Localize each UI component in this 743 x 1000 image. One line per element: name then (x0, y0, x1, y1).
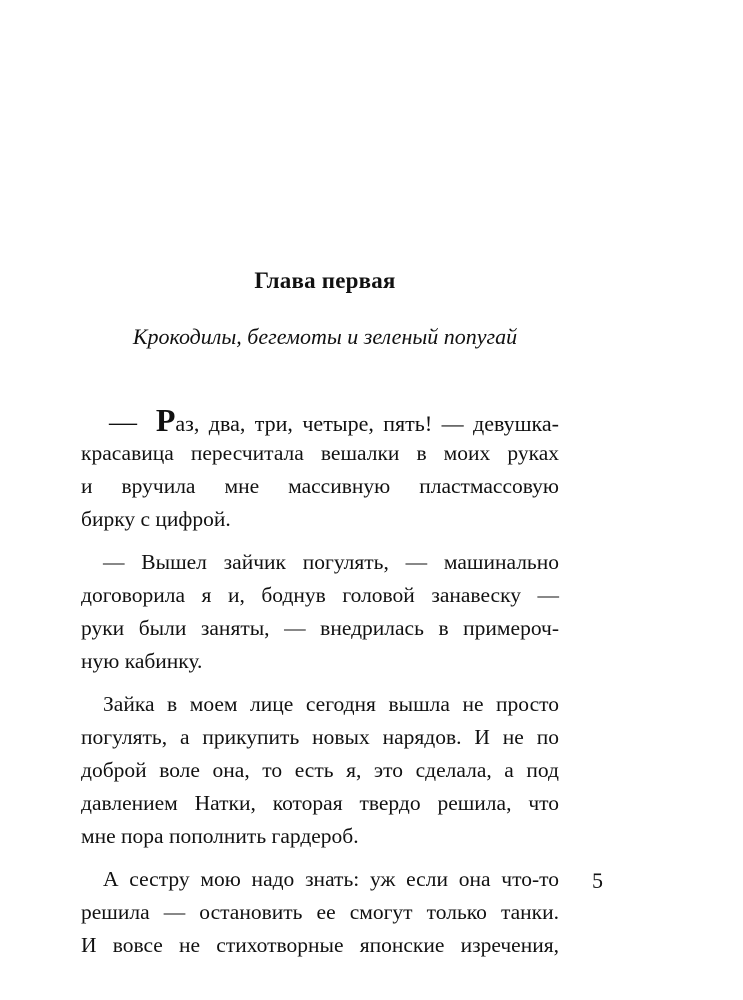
page-number: 5 (592, 868, 603, 893)
chapter-body (81, 404, 559, 962)
chapter-title: Глава первая (254, 268, 396, 293)
text-line: И вовсе не стихотворные японские изречения, (81, 933, 559, 957)
text-line: Зайка в моем лице сегодня вышла не просто (103, 692, 559, 716)
text-line: погулять, а прикупить новых нарядов. И не по (81, 725, 559, 749)
text-line: мне пора пополнить гардероб. (81, 824, 359, 848)
text-line: доброй воле она, то есть я, это сделала, а под (81, 758, 559, 782)
text-line (81, 404, 559, 437)
drop-cap: Р (155, 402, 176, 438)
text-line: ную кабинку. (81, 649, 203, 673)
first-line-text: аз, два, три, четыре, пять! — девушка- (175, 411, 559, 436)
text-line: договорила я и, боднув головой занавеску — (81, 583, 559, 607)
text-line: А сестру мою надо знать: уж если она что-то (103, 867, 559, 891)
text-line: бирку с цифрой. (81, 507, 231, 531)
text-line: давлением Натки, которая твердо решила, что (81, 791, 559, 815)
text-line: — Вышел зайчик погулять, — машинально (103, 550, 559, 574)
chapter-subtitle: Крокодилы, бегемоты и зеленый попугай (132, 324, 518, 349)
text-line: руки были заняты, — внедрилась в примероч- (81, 616, 559, 640)
text-line: и вручила мне массивную пластмассовую (81, 474, 559, 498)
opening-dash: — (109, 407, 137, 438)
text-line: решила — остановить ее смогут только танки. (81, 900, 559, 924)
text-line: красавица пересчитала вешалки в моих руках (81, 441, 559, 465)
